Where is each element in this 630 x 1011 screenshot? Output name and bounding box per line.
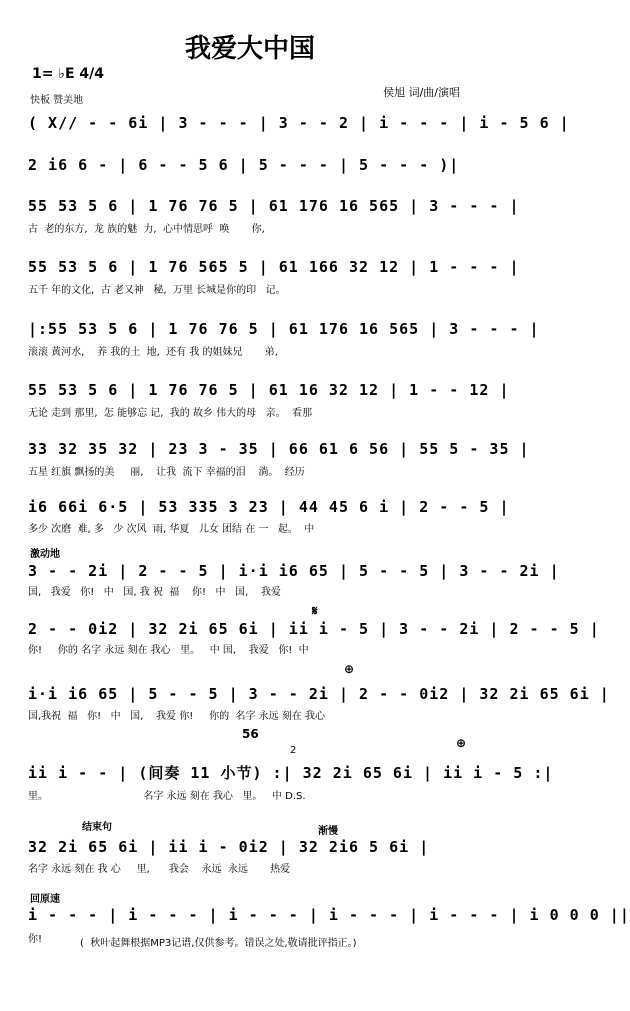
a-tempo: 回原速 [30, 894, 60, 905]
lyric-row-4: 五千 年的文化, 古 老又神 秘, 万里 长城是你的印 记。 [28, 285, 286, 296]
lyric-row-3: 古 老的东方, 龙 族的魅 力, 心中情思呼 唤 你, [28, 224, 265, 235]
lyric-row-10: 你! 你的 名字 永远 刻在 我心 里。 中 国, 我爱 你! 中 [28, 645, 309, 656]
lyric-row-7: 五星 红旗 飘扬的美 丽, 让我 流下 幸福的泪 淌。 经历 [28, 467, 305, 478]
score-row-6: 55 53 5 6 | 1 76 76 5 | 61 16 32 12 | 1 - - 12 | [28, 381, 510, 399]
score-row-11: i·i i6 65 | 5 - - 5 | 3 - - 2i | 2 - - 0i2 | 32 2i 65 6i | [28, 685, 610, 703]
score-row-12: ii i - - | (间奏 11 小节) :| 32 2i 65 6i | ii i - 5 :| [28, 764, 554, 782]
score-row-4: 55 53 5 6 | 1 76 565 5 | 61 166 32 12 | 1 - - - | [28, 258, 520, 276]
score-row-2: 2 i6 6 - | 6 - - 5 6 | 5 - - - | 5 - - - )| [28, 156, 460, 174]
lyric-row-9: 国, 我爱 你! 中 国, 我 祝 福 你! 中 国, 我爱 [28, 587, 281, 598]
tempo-marking: 快板 赞美地 [30, 95, 84, 106]
score-row-3: 55 53 5 6 | 1 76 76 5 | 61 176 16 565 | 3 - - - | [28, 197, 520, 215]
lyric-row-6: 无论 走到 那里, 怎 能够忘 记, 我的 故乡 伟大的母 亲。 看那 [28, 408, 313, 419]
dynamic-marking: 激动地 [30, 549, 60, 560]
lyric-row-12: 里。 名字 永远 刻在 我心 里。 中 D.S. [28, 791, 306, 802]
song-title: 我爱大中国 [184, 34, 315, 64]
lyric-row-13: 名字 永远 刻在 我 心 里, 我会 永远 永远 热爱 [28, 864, 291, 875]
footnote: ( 秋叶起舞根据MP3记谱,仅供参考。错误之处,敬请批评指正。) [80, 938, 357, 949]
score-row-1: ( X// - - 6i | 3 - - - | 3 - - 2 | i - - - | i - 5 6 | [28, 114, 570, 132]
lyric-row-5: 滚滚 黄河水, 养 我的土 地, 还有 我 的姐妹兄 弟, [28, 347, 278, 358]
ritardando: 渐慢 [318, 826, 338, 837]
ending-number: 2 [290, 745, 297, 756]
coda-mark-2: ⊕ [456, 736, 467, 750]
alt-note: 56 [242, 727, 259, 741]
score-row-14: i - - - | i - - - | i - - - | i - - - | i - - - | i 0 0 0 || [28, 906, 630, 924]
coda-mark: ⊕ [344, 662, 355, 676]
score-row-10: 2 - - 0i2 | 32 2i 65 6i | ii i - 5 | 3 - - 2i | 2 - - 5 | [28, 620, 600, 638]
segno-mark: 𝄋 [312, 604, 318, 619]
key-signature: 1= ♭E 4/4 [32, 66, 104, 82]
score-row-5: |:55 53 5 6 | 1 76 76 5 | 61 176 16 565 | 3 - - - | [28, 320, 540, 338]
score-row-8: i6 66i 6·5 | 53 335 3 23 | 44 45 6 i | 2 - - 5 | [28, 498, 510, 516]
score-row-7: 33 32 35 32 | 23 3 - 35 | 66 61 6 56 | 55 5 - 35 | [28, 440, 530, 458]
ending-phrase: 结束句 [82, 822, 112, 833]
lyric-row-11: 国,我祝 福 你! 中 国, 我爱 你! 你的 名字 永远 刻在 我心 [28, 711, 326, 722]
score-row-9: 3 - - 2i | 2 - - 5 | i·i i6 65 | 5 - - 5 | 3 - - 2i | [28, 562, 560, 580]
lyric-row-14: 你! [28, 934, 43, 945]
credit-line: 侯旭 词/曲/演唱 [383, 86, 460, 99]
lyric-row-8: 多少 次磨 难, 多 少 次风 雨, 华夏 儿女 团结 在 一 起。 中 [28, 524, 315, 535]
score-row-13: 32 2i 65 6i | ii i - 0i2 | 32 2i6 5 6i | [28, 838, 430, 856]
